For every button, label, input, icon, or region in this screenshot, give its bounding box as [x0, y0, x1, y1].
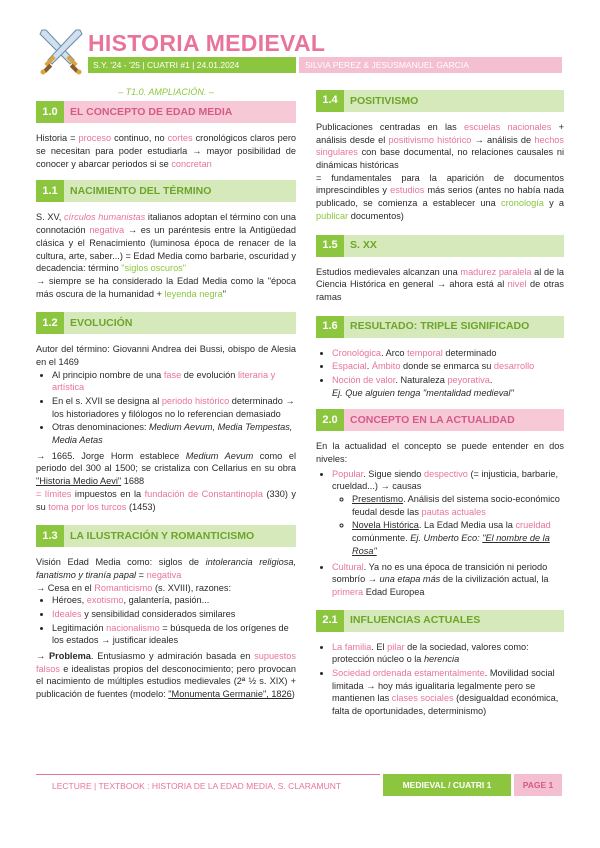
list-item: • Cultural. Ya no es una época de transición ni periodo sombrío → una etapa más de la civilización actual, la primera Edad Europea: [332, 561, 564, 599]
list-item: • Ideales y sensibilidad considerados similares: [52, 608, 296, 621]
section-header-1-4: 1.4 POSITIVISMO: [316, 90, 564, 112]
list-item: • La familia. El pilar de la sociedad, valores como: protección núcleo o la herencia: [332, 641, 564, 666]
course-info-bar: S.Y. '24 - '25 | CUATRI #1 | 24.01.2024: [88, 57, 296, 73]
section-header-2-1: 2.1 INFLUENCIAS ACTUALES: [316, 610, 564, 632]
list-item: • Otras denominaciones: Medium Aevum, Media Tempestas, Media Aetas: [52, 421, 296, 446]
section-header-1-0: 1.0 EL CONCEPTO DE EDAD MEDIA: [36, 101, 296, 123]
list-item: ◦ Presentismo. Análisis del sistema socio-económico feudal desde las pautas actuales: [352, 493, 564, 518]
bullet-list: [332, 641, 564, 718]
section-header-1-1: 1.1 NACIMIENTO DEL TÉRMINO: [36, 180, 296, 202]
left-column: [36, 86, 296, 711]
section-header-2-0: 2.0 CONCEPTO EN LA ACTUALIDAD: [316, 409, 564, 431]
authors-bar: SILVIA PEREZ & JESUSMANUEL GARCIA: [299, 57, 562, 73]
ampliacion-label: – T1.0. AMPLIACIÓN. –: [118, 87, 214, 97]
paragraph: Visión Edad Media como: siglos de intolerancia religiosa, fanatismo y tiranía papal = negativa → Cesa en el Romanticismo (s. XVIII), razones:: [36, 557, 296, 593]
section-header-1-3: 1.3 LA ILUSTRACIÓN Y ROMANTICISMO: [36, 525, 296, 547]
page-title: HISTORIA MEDIEVAL: [88, 30, 326, 56]
footer-page-number: PAGE 1: [514, 774, 562, 796]
bullet-list: [52, 369, 296, 447]
paragraph: Historia = proceso continuo, no cortes cronológicos claros pero se necesitan para poder estudiarla → mayor posibilidad de conocer y abarcar periodos si se concretan: [36, 133, 296, 169]
paragraph: Publicaciones centradas en las escuelas nacionales + análisis desde el positivismo histórico → análisis de hechos singulares con base documental, no relaciones causales ni dinámicas históricas = fundamentales para la aparición de documentos imprescindibles y estudios más serios (antes no había nada publicado, se comienza a establecer una cronología y a publicar documentos): [316, 122, 565, 221]
list-item: • Sociedad ordenada estamentalmente. Movilidad social limitada → hoy más igualitaria legalmente pero se mantienen las clases sociales (desigualdad económica, falta de oportunidades, determinismo): [332, 667, 564, 718]
paragraph: En la actualidad el concepto se puede entender en dos niveles:: [316, 441, 564, 464]
list-item: • Noción de valor. Naturaleza peyorativa. Ej. Que alguien tenga "mentalidad medieval": [332, 374, 564, 399]
list-item: • Legitimación nacionalismo = búsqueda de los orígenes de los estados → justificar ideales: [52, 622, 296, 647]
section-header-1-5: 1.5 S. XX: [316, 235, 564, 257]
section-header-1-2: 1.2 EVOLUCIÓN: [36, 312, 296, 334]
list-item: • Espacial. Ámbito donde se enmarca su desarrollo: [332, 360, 564, 373]
sub-list: [352, 493, 564, 557]
list-item: ◦ Novela Histórica. La Edad Media usa la crueldad comúnmente. Ej. Umberto Eco: "El nombre de la Rosa": [352, 519, 564, 557]
list-item: • En el s. XVII se designa al periodo histórico determinado → los historiadores y filólogos no lo referencian demasiado: [52, 395, 296, 420]
list-item: • Al principio nombre de una fase de evolución literaria y artística: [52, 369, 296, 394]
paragraph: Estudios medievales alcanzan una madurez paralela al de la Ciencia Histórica en general → ahora está al nivel de otras ramas: [316, 266, 565, 302]
bullet-list: [332, 347, 564, 400]
bullet-list: [52, 594, 296, 647]
crossed-swords-icon: [36, 26, 86, 76]
paragraph: → 1665. Jorge Horm establece Medium Aevum como el periodo del 300 al 1500; se cristaliza con Cellarius en su obra "Historia Medio Aevi" 1688 = límites impuestos en la fundación de Constantinopla (330) y su toma por los turcos (1453): [36, 450, 296, 512]
paragraph: S. XV, círculos humanistas italianos adoptan el término con una connotación negativa → es un paréntesis entre la Antigüedad clásica y el Renacimiento (luminosa época de renacer de la cultura, arte, saber...) = Edad Media como barbarie, oscuridad y decadencia: término "siglos oscuros" → siempre se ha considerado la Edad Media como la "época más oscura de la humanidad + leyenda negra": [36, 212, 296, 299]
paragraph: → Problema. Entusiasmo y admiración basada en supuestos falsos e idealistas propios del desconocimiento; pero provocan el nacimiento de múltiples estudios medievales (2ª ½ s. XIX) + publicación de fuentes (modelo: "Monumenta Germanie", 1826): [36, 651, 297, 700]
paragraph: Autor del término: Giovanni Andrea dei Bussi, obispo de Alesia en el 1469: [36, 344, 296, 367]
list-item: • Popular. Sigue siendo despectivo (= injusticia, barbarie, crueldad...) → causas ◦ Presentismo. Análisis del sistema socio-económico feudal desde las pautas actuales ◦ Novela Histórica. La Edad Media usa la crueldad comúnmente. Ej. Umberto Eco: "El nombre de la Rosa": [332, 468, 564, 558]
list-item: • Héroes, exotismo, galantería, pasión...: [52, 594, 296, 607]
footer-course: MEDIEVAL / CUATRI 1: [383, 774, 511, 796]
section-header-1-6: 1.6 RESULTADO: TRIPLE SIGNIFICADO: [316, 316, 564, 338]
bullet-list: [332, 468, 564, 599]
right-column: [316, 90, 564, 721]
footer-lecture: LECTURE | TEXTBOOK : HISTORIA DE LA EDAD MEDIA, S. CLARAMUNT: [36, 774, 380, 796]
list-item: • Cronológica. Arco temporal determinado: [332, 347, 564, 360]
